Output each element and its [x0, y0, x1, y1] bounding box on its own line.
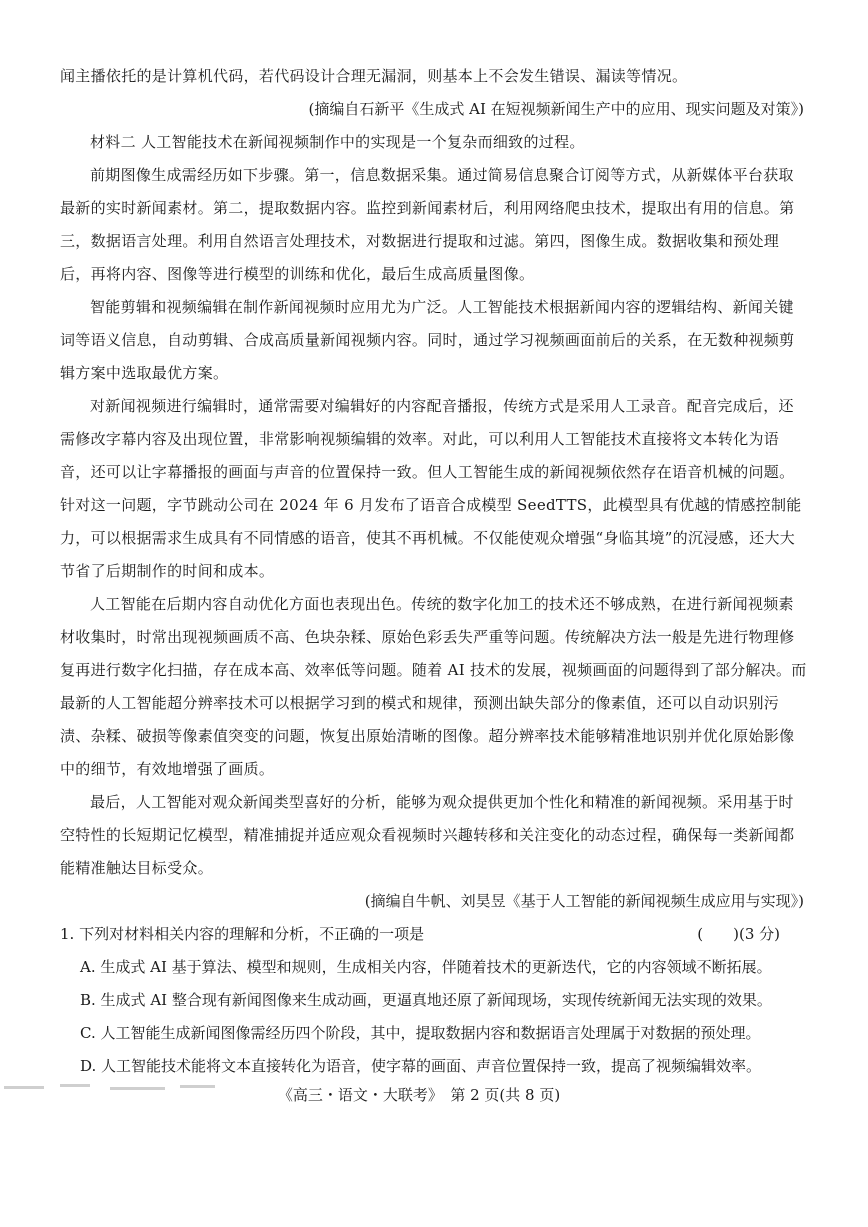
question-1 — [60, 918, 808, 951]
paragraph-image-generation: 前期图像生成需经历如下步骤。第一，信息数据采集。通过简易信息聚合订阅等方式，从新媒体平台获取最新的实时新闻素材。第二，提取数据内容。监控到新闻素材后，利用网络爬虫技术，提取出有用的信息。第三，数据语言处理。利用自然语言处理技术，对数据进行提取和过滤。第四，图像生成。数据收集和预处理后，再将内容、图像等进行模型的训练和优化，最后生成高质量图像。 — [60, 166, 795, 283]
question-score: ( )(3 分) — [697, 925, 780, 943]
source-citation-1: (摘编自石新平《生成式 AI 在短视频新闻生产中的应用、现实问题及对策》) — [308, 100, 804, 118]
page-footer: 《高三・语文・大联考》 第 2 页(共 8 页) — [277, 1086, 561, 1104]
question-stem: 1. 下列对材料相关内容的理解和分析，不正确的一项是 — [60, 925, 425, 943]
paragraph-voice-dubbing: 对新闻视频进行编辑时，通常需要对编辑好的内容配音播报，传统方式是采用人工录音。配音完成后，还需修改字幕内容及出现位置，非常影响视频编辑的效率。对此，可以利用人工智能技术直接将文本转化为语音，还可以让字幕播报的画面与声音的位置保持一致。但人工智能生成的新闻视频依然存在语音机械的问题。针对这一问题，字节跳动公司在 2024 年 6 月发布了语音合成模型 SeedTTS，此模型具有优越的情感控制能力，可以根据需求生成具有不同情感的语音，使其不再机械。不仅能使观众增强“身临其境”的沉浸感，还大大节省了后期制作的时间和成本。 — [60, 397, 802, 580]
scan-artifact — [0, 1078, 230, 1096]
paragraph-smart-editing: 智能剪辑和视频编辑在制作新闻视频时应用尤为广泛。人工智能技术根据新闻内容的逻辑结构、新闻关键词等语义信息，自动剪辑、合成高质量新闻视频内容。同时，通过学习视频画面前后的关系，在无数种视频剪辑方案中选取最优方案。 — [60, 298, 795, 382]
paragraph-audience-analysis: 最后，人工智能对观众新闻类型喜好的分析，能够为观众提供更加个性化和精准的新闻视频。采用基于时空特性的长短期记忆模型，精准捕捉并适应观众看视频时兴趣转移和关注变化的动态过程，确保每一类新闻都能精准触达目标受众。 — [60, 793, 795, 877]
material-two-heading: 材料二 人工智能技术在新闻视频制作中的实现是一个复杂而细致的过程。 — [90, 133, 585, 151]
paragraph-continuation: 闻主播依托的是计算机代码，若代码设计合理无漏洞，则基本上不会发生错误、漏读等情况。 — [60, 67, 688, 85]
exam-page — [60, 60, 808, 1107]
option-d: D. 人工智能技术能将文本直接转化为语音，使字幕的画面、声音位置保持一致，提高了视频编辑效率。 — [80, 1057, 762, 1075]
option-a: A. 生成式 AI 基于算法、模型和规则，生成相关内容，伴随着技术的更新迭代，它的内容领域不断拓展。 — [80, 958, 772, 976]
option-b: B. 生成式 AI 整合现有新闻图像来生成动画，更逼真地还原了新闻现场，实现传统新闻无法实现的效果。 — [80, 991, 772, 1009]
source-citation-2: (摘编自牛帆、刘昊昱《基于人工智能的新闻视频生成应用与实现》) — [364, 892, 804, 910]
paragraph-post-optimization: 人工智能在后期内容自动优化方面也表现出色。传统的数字化加工的技术还不够成熟，在进行新闻视频素材收集时，时常出现视频画质不高、色块杂糅、原始色彩丢失严重等问题。传统解决方法一般是先进行物理修复再进行数字化扫描，存在成本高、效率低等问题。随着 AI 技术的发展，视频画面的问题得到了部分解决。而最新的人工智能超分辨率技术可以根据学习到的模式和规律，预测出缺失部分的像素值，还可以自动识别污渍、杂糅、破损等像素值突变的问题，恢复出原始清晰的图像。超分辨率技术能够精准地识别并优化原始影像中的细节，有效地增强了画质。 — [60, 595, 807, 778]
option-c: C. 人工智能生成新闻图像需经历四个阶段，其中，提取数据内容和数据语言处理属于对数据的预处理。 — [80, 1024, 761, 1042]
